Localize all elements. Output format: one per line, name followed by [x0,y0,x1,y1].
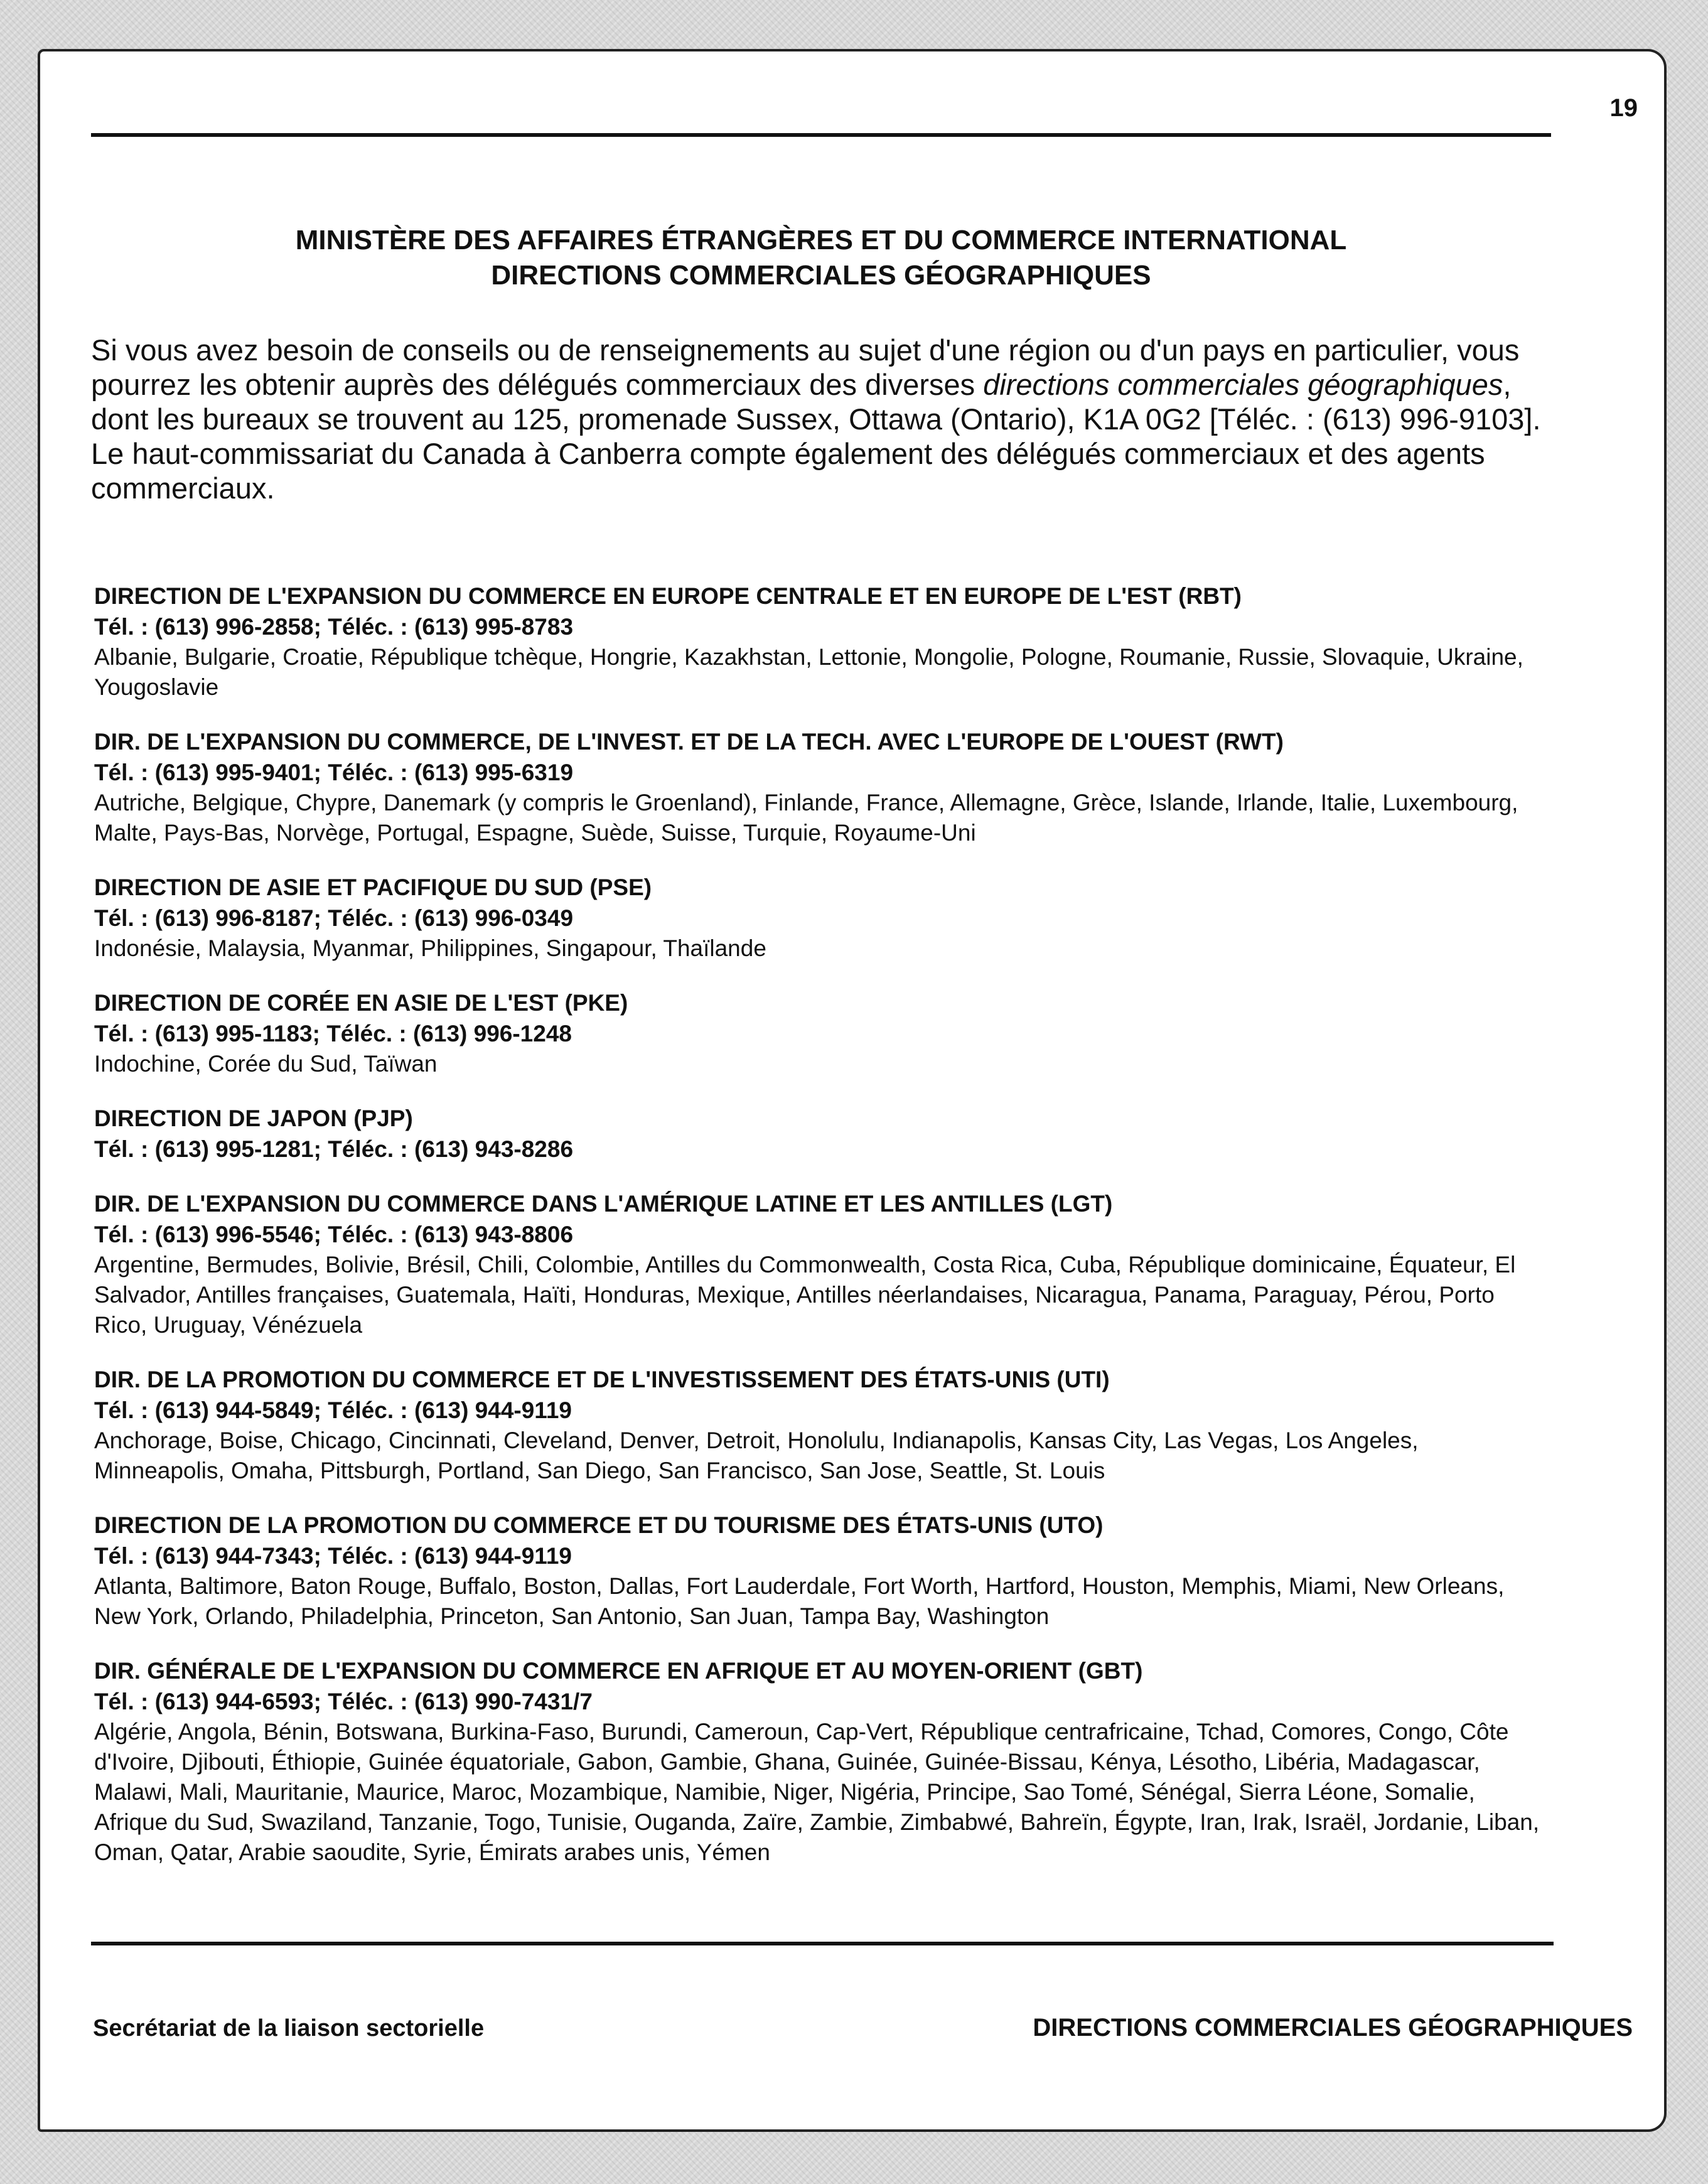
section-phone: Tél. : (613) 996-8187; Téléc. : (613) 996-0349 [94,905,574,931]
section-title: DIRECTION DE JAPON (PJP) [94,1105,413,1131]
section-phone: Tél. : (613) 995-1183; Téléc. : (613) 996-1248 [94,1021,572,1046]
section-phone: Tél. : (613) 944-7343; Téléc. : (613) 944-9119 [94,1543,572,1569]
section-uto [94,1510,1550,1632]
intro-text-2: , dont les bureaux se trouvent au 125, promenade Sussex, Ottawa (Ontario), K1A 0G2 [Téléc. : (613) 996-9103]. Le haut-commissariat du Canada à Canberra compte également des délégués commerciaux et des agents commerciaux. [91,368,1541,505]
section-phone: Tél. : (613) 996-2858; Téléc. : (613) 995-8783 [94,614,574,640]
section-rbt [94,581,1550,702]
section-title: DIR. DE L'EXPANSION DU COMMERCE DANS L'AMÉRIQUE LATINE ET LES ANTILLES (LGT) [94,1191,1113,1217]
section-title: DIR. GÉNÉRALE DE L'EXPANSION DU COMMERCE EN AFRIQUE ET AU MOYEN-ORIENT (GBT) [94,1658,1143,1684]
top-rule [91,133,1551,137]
section-title: DIRECTION DE L'EXPANSION DU COMMERCE EN EUROPE CENTRALE ET EN EUROPE DE L'EST (RBT) [94,583,1242,609]
footer-right-text: DIRECTIONS COMMERCIALES GÉOGRAPHIQUES [1033,2014,1633,2041]
section-phone: Tél. : (613) 944-6593; Téléc. : (613) 990-7431/7 [94,1689,593,1714]
heading-line-1: MINISTÈRE DES AFFAIRES ÉTRANGÈRES ET DU COMMERCE INTERNATIONAL [295,225,1347,256]
section-phone: Tél. : (613) 995-1281; Téléc. : (613) 943-8286 [94,1136,574,1162]
section-rwt [94,726,1550,848]
section-countries: Atlanta, Baltimore, Baton Rouge, Buffalo, Boston, Dallas, Fort Lauderdale, Fort Worth, Hartford, Houston, Memphis, Miami, New Orleans, New York, Orlando, Philadelphia, Princeton, San Antonio, San Juan, Tampa Bay, Washington [94,1573,1505,1629]
section-countries: Indonésie, Malaysia, Myanmar, Philippines, Singapour, Thaïlande [94,935,766,961]
section-countries: Indochine, Corée du Sud, Taïwan [94,1051,438,1077]
section-countries: Anchorage, Boise, Chicago, Cincinnati, Cleveland, Denver, Detroit, Honolulu, Indianapolis, Kansas City, Las Vegas, Los Angeles, Minneapolis, Omaha, Pittsburgh, Portland, San Diego, San Francisco, San Jose, Seattle, St. Louis [94,1428,1419,1483]
footer-left-text: Secrétariat de la liaison sectorielle [93,2015,485,2041]
section-uti [94,1364,1550,1486]
section-pse [94,872,1550,964]
section-phone: Tél. : (613) 944-5849; Téléc. : (613) 944-9119 [94,1397,572,1423]
section-countries: Autriche, Belgique, Chypre, Danemark (y compris le Groenland), Finlande, France, Allemagne, Grèce, Islande, Irlande, Italie, Luxembourg, Malte, Pays-Bas, Norvège, Portugal, Espagne, Suède, Suisse, Turquie, Royaume-Uni [94,790,1518,846]
section-phone: Tél. : (613) 995-9401; Téléc. : (613) 995-6319 [94,760,574,785]
bottom-rule [91,1942,1554,1945]
page-number: 19 [1609,94,1638,122]
page-heading [91,223,1551,293]
heading-line-2: DIRECTIONS COMMERCIALES GÉOGRAPHIQUES [491,260,1151,291]
section-title: DIRECTION DE ASIE ET PACIFIQUE DU SUD (PSE) [94,874,652,900]
section-countries: Argentine, Bermudes, Bolivie, Brésil, Chili, Colombie, Antilles du Commonwealth, Costa Rica, Cuba, République dominicaine, Équateur, El Salvador, Antilles françaises, Guatemala, Haïti, Honduras, Mexique, Antilles néerlandaises, Nicaragua, Panama, Paraguay, Pérou, Porto Rico, Uruguay, Vénézuela [94,1252,1516,1338]
section-title: DIR. DE LA PROMOTION DU COMMERCE ET DE L'INVESTISSEMENT DES ÉTATS-UNIS (UTI) [94,1367,1110,1392]
section-pjp [94,1103,1550,1165]
section-countries: Algérie, Angola, Bénin, Botswana, Burkina-Faso, Burundi, Cameroun, Cap-Vert, République centrafricaine, Tchad, Comores, Congo, Côte d'Ivoire, Djibouti, Éthiopie, Guinée équatoriale, Gabon, Gambie, Ghana, Guinée, Guinée-Bissau, Kénya, Lésotho, Libéria, Madagascar, Malawi, Mali, Mauritanie, Maurice, Maroc, Mozambique, Namibie, Niger, Nigéria, Principe, Sao Tomé, Sénégal, Sierra Léone, Somalie, Afrique du Sud, Swaziland, Tanzanie, Togo, Tunisie, Ouganda, Zaïre, Zambie, Zimbabwé, Bahreïn, Égypte, Iran, Irak, Israël, Jordanie, Liban, Oman, Qatar, Arabie saoudite, Syrie, Émirats arabes unis, Yémen [94,1719,1540,1865]
section-title: DIRECTION DE CORÉE EN ASIE DE L'EST (PKE) [94,990,628,1016]
section-countries: Albanie, Bulgarie, Croatie, République tchèque, Hongrie, Kazakhstan, Lettonie, Mongolie, Pologne, Roumanie, Russie, Slovaquie, Ukraine, Yougoslavie [94,644,1523,700]
section-gbt [94,1655,1550,1868]
section-title: DIR. DE L'EXPANSION DU COMMERCE, DE L'INVEST. ET DE LA TECH. AVEC L'EUROPE DE L'OUEST (RWT) [94,729,1284,755]
section-pke [94,987,1550,1079]
directions-list [94,581,1550,1891]
intro-italic-text: directions commerciales géographiques [983,368,1503,401]
intro-text-1: Si vous avez besoin de conseils ou de renseignements au sujet d'une région ou d'un pays en particulier, vous pourrez les obtenir auprès des délégués commerciaux des diverses [91,333,1520,401]
intro-paragraph [91,333,1547,505]
section-phone: Tél. : (613) 996-5546; Téléc. : (613) 943-8806 [94,1222,574,1247]
section-title: DIRECTION DE LA PROMOTION DU COMMERCE ET DU TOURISME DES ÉTATS-UNIS (UTO) [94,1512,1104,1538]
section-lgt [94,1188,1550,1340]
